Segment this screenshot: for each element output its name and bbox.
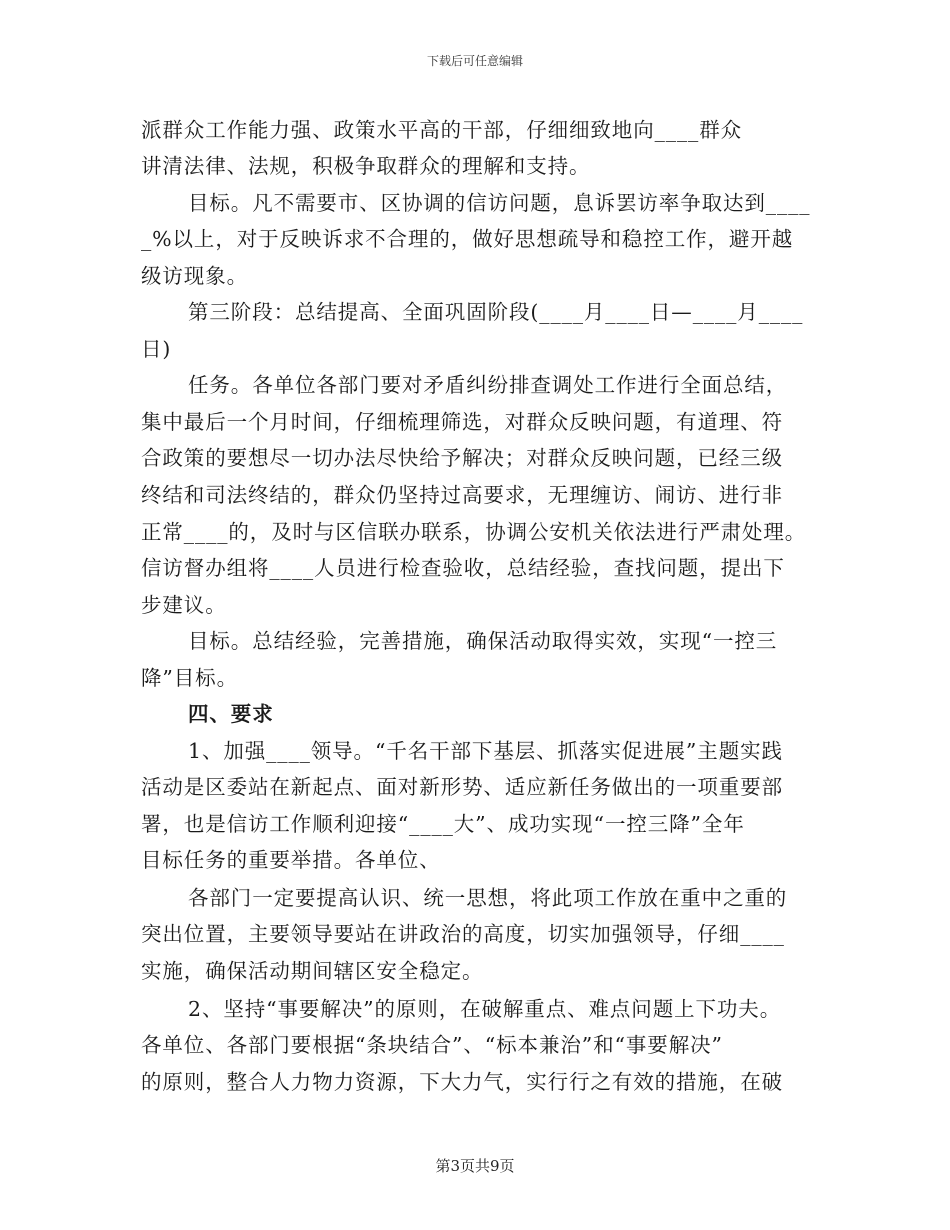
text-line: 信访督办组将____人员进行检查验收，总结经验，查找问题，提出下: [141, 556, 785, 580]
text-line: 的原则，整合人力物力资源，下大力气，实行行之有效的措施，在破: [141, 1070, 783, 1094]
text-line: 目标。凡不需要市、区协调的信访问题，息诉罢访率争取达到____: [188, 191, 811, 215]
text-line: 合政策的要想尽一切办法尽快给予解决；对群众反映问题，已经三级: [141, 446, 783, 470]
text-line: 1、加强____领导。“千名干部下基层、抓落实促进展”主题实践: [188, 739, 783, 763]
text-line: 目标任务的重要举措。各单位、: [141, 848, 441, 872]
text-line: 活动是区委站在新起点、面对新形势、适应新任务做出的一项重要部: [141, 775, 783, 799]
text-line: 突出位置，主要领导要站在讲政治的高度，切实加强领导，仔细____: [141, 922, 785, 946]
text-line: 正常____的，及时与区信联办联系，协调公安机关依法进行严肃处理。: [141, 520, 807, 544]
text-line: 终结和司法终结的，群众仍坚持过高要求，无理缠访、闹访、进行非: [141, 483, 783, 507]
section-heading: 四、要求: [188, 702, 274, 726]
text-line: 派群众工作能力强、政策水平高的干部，仔细细致地向____群众: [141, 118, 742, 142]
text-line: 日): [141, 337, 172, 361]
text-line: 各单位、各部门要根据“条块结合”、“标本兼治”和“事要解决”: [141, 1033, 723, 1057]
page-header: 下载后可任意编辑: [426, 54, 523, 68]
text-line: 实施，确保活动期间辖区安全稳定。: [141, 959, 484, 983]
page-footer: 第3页共9页: [435, 1157, 515, 1175]
text-line: 集中最后一个月时间，仔细梳理筛选，对群众反映问题，有道理、符: [141, 410, 783, 434]
text-line: 2、坚持“事要解决”的原则，在破解重点、难点问题上下功夫。: [188, 997, 782, 1021]
text-line: 级访现象。: [141, 264, 248, 288]
text-line: 步建议。: [141, 593, 227, 617]
text-line: 目标。总结经验，完善措施，确保活动取得实效，实现“一控三: [188, 629, 778, 653]
text-line: _%以上，对于反映诉求不合理的，做好思想疏导和稳控工作，避开越: [141, 227, 794, 251]
text-line: 各部门一定要提高认识、统一思想，将此项工作放在重中之重的: [188, 886, 788, 910]
text-line: 降”目标。: [141, 666, 238, 690]
text-line: 署，也是信访工作顺利迎接“____大”、成功实现“一控三降”全年: [141, 812, 745, 836]
text-line: 任务。各单位各部门要对矛盾纠纷排查调处工作进行全面总结，: [188, 373, 788, 397]
text-line: 第三阶段：总结提高、全面巩固阶段(____月____日—____月____: [188, 300, 804, 324]
text-line: 讲清法律、法规，积极争取群众的理解和支持。: [141, 154, 591, 178]
